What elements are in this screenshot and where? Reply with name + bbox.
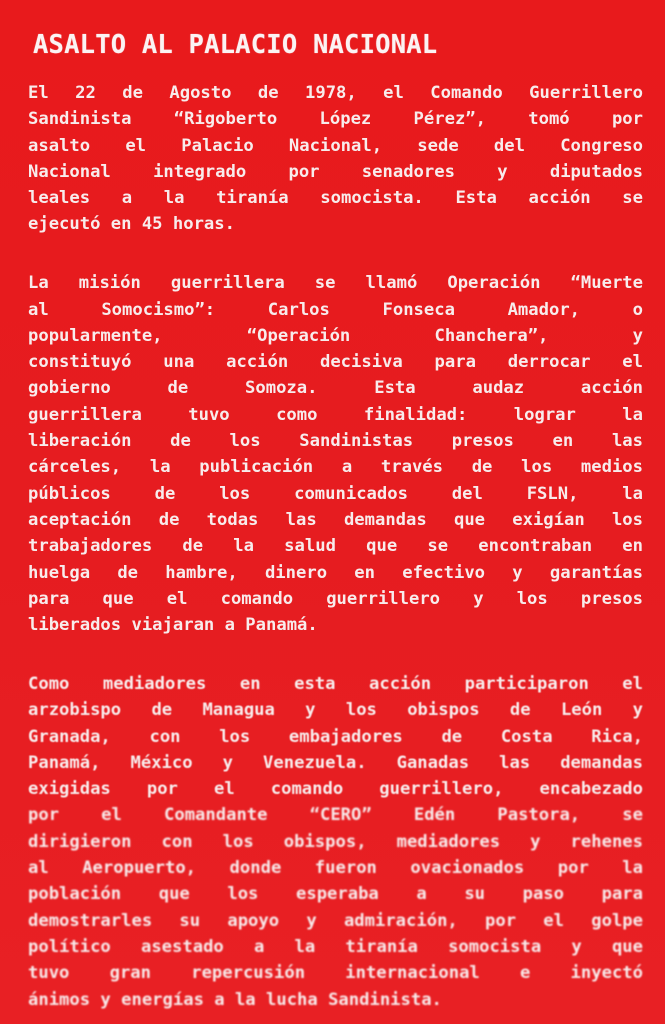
text-line: guerrillera tuvo como finalidad: lograr la — [28, 404, 643, 425]
text-line: población que los esperaba a su paso para — [28, 884, 643, 905]
text-line: leales a la tiranía somocista. Esta acción se — [28, 188, 643, 209]
text-line: demostrarles su apoyo y admiración, por el golpe — [28, 910, 643, 931]
plaque-title: ASALTO AL PALACIO NACIONAL — [33, 30, 438, 60]
text-line: Granada, con los embajadores de Costa Rica, — [28, 726, 643, 747]
text-line: gobierno de Somoza. Esta audaz acción — [28, 378, 643, 399]
text-line: liberados viajaran a Panamá. — [28, 615, 318, 636]
text-line: al Somocismo”: Carlos Fonseca Amador, o — [28, 299, 643, 320]
paragraph-1 — [28, 80, 643, 238]
text-line: Panamá, México y Venezuela. Ganadas las demandas — [28, 752, 643, 773]
text-line: huelga de hambre, dinero en efectivo y garantías — [28, 562, 643, 583]
text-line: La misión guerrillera se llamó Operación “Muerte — [28, 273, 643, 294]
text-line: constituyó una acción decisiva para derrocar el — [28, 352, 643, 373]
text-line: Como mediadores en esta acción participaron el — [28, 673, 643, 694]
text-line: ejecutó en 45 horas. — [28, 214, 235, 235]
text-line: popularmente, “Operación Chanchera”, y — [28, 325, 643, 346]
text-line: ánimos y energías a la lucha Sandinista. — [28, 989, 442, 1010]
text-line: exigidas por el comando guerrillero, encabezado — [28, 779, 643, 800]
text-line: asalto el Palacio Nacional, sede del Congreso — [28, 135, 643, 156]
text-line: para que el comando guerrillero y los presos — [28, 588, 643, 609]
text-line: trabajadores de la salud que se encontraban en — [28, 536, 643, 557]
text-line: dirigieron con los obispos, mediadores y rehenes — [28, 831, 643, 852]
paragraph-3 — [28, 671, 643, 1013]
text-line: aceptación de todas las demandas que exigían los — [28, 509, 643, 530]
text-line: político asestado a la tiranía somocista y que — [28, 936, 643, 957]
text-line: Sandinista “Rigoberto López Pérez”, tomó por — [28, 109, 643, 130]
text-line: públicos de los comunicados del FSLN, la — [28, 483, 643, 504]
text-line: Nacional integrado por senadores y diputados — [28, 161, 643, 182]
text-line: El 22 de Agosto de 1978, el Comando Guerrillero — [28, 83, 643, 103]
text-line: cárceles, la publicación a través de los medios — [28, 457, 643, 478]
text-line: arzobispo de Managua y los obispos de León y — [28, 700, 643, 721]
text-line: liberación de los Sandinistas presos en las — [28, 431, 643, 452]
text-line: tuvo gran repercusión internacional e inyectó — [28, 963, 643, 984]
text-line: por el Comandante “CERO” Edén Pastora, se — [28, 805, 643, 826]
paragraph-2 — [28, 270, 643, 638]
text-line: al Aeropuerto, donde fueron ovacionados por la — [28, 858, 643, 879]
